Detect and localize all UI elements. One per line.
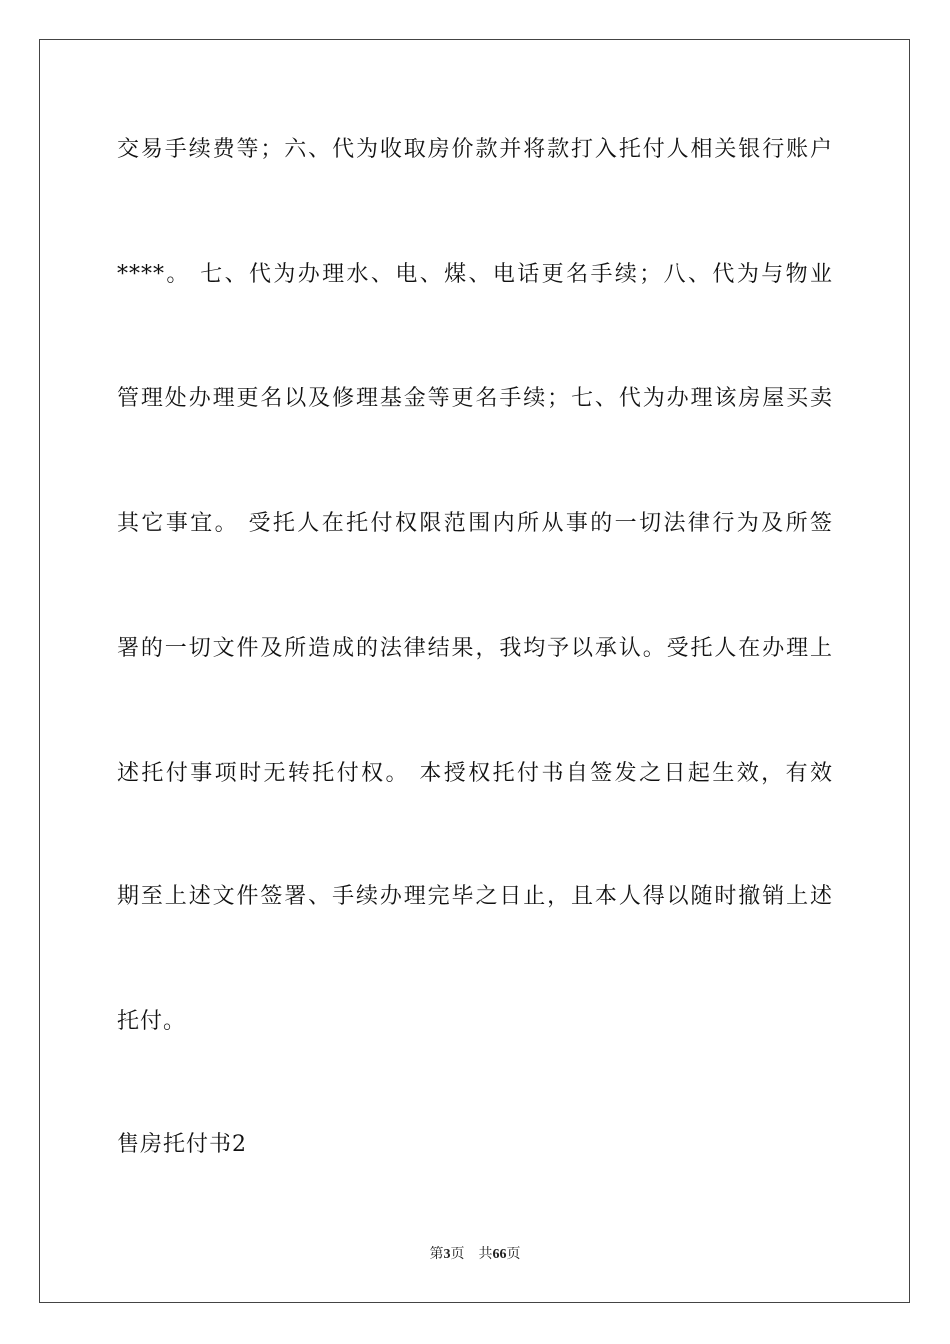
body-line: 期至上述文件签署、手续办理完毕之日止，且本人得以随时撤销上述: [117, 884, 833, 909]
body-line: 其它事宜。 受托人在托付权限范围内所从事的一切法律行为及所签: [117, 511, 833, 536]
total-suffix: 页: [506, 1247, 521, 1262]
page-footer: [0, 1245, 950, 1265]
page-border: [39, 39, 910, 1303]
body-line: 署的一切文件及所造成的法律结果，我均予以承认。受托人在办理上: [117, 636, 833, 661]
body-line: ****。 七、代为办理水、电、煤、电话更名手续；八、代为与物业: [117, 262, 833, 287]
body-line: 托付。: [117, 1009, 187, 1034]
page-total: 66: [492, 1247, 507, 1262]
page-current: 3: [443, 1247, 451, 1262]
body-line: 管理处办理更名以及修理基金等更名手续；七、代为办理该房屋买卖: [117, 386, 833, 411]
section-heading: 售房托付书2: [117, 1132, 247, 1157]
total-prefix: 共: [478, 1247, 493, 1262]
body-line: 述托付事项时无转托付权。 本授权托付书自签发之日起生效，有效: [117, 761, 833, 786]
page-suffix: 页: [450, 1247, 465, 1262]
body-line: 交易手续费等；六、代为收取房价款并将款打入托付人相关银行账户: [117, 137, 833, 162]
page-prefix: 第: [429, 1247, 444, 1262]
